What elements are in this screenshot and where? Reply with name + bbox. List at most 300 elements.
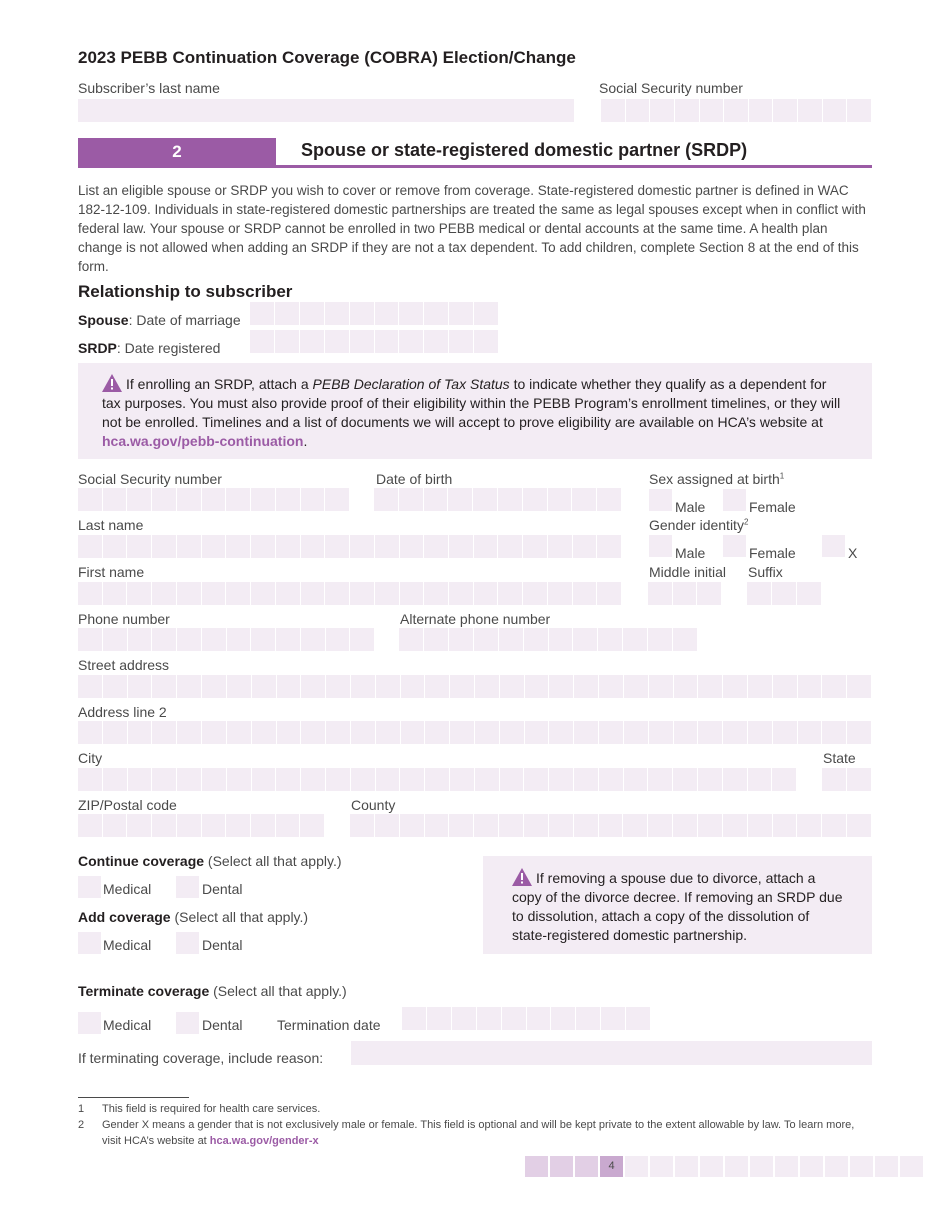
comb-cell[interactable] (177, 675, 201, 698)
comb-cell[interactable] (599, 675, 623, 698)
comb-cell[interactable] (400, 768, 424, 791)
comb-cell[interactable] (177, 628, 201, 651)
comb-cell[interactable] (573, 628, 597, 651)
pebb-continuation-link[interactable]: hca.wa.gov/pebb-continuation (102, 433, 304, 449)
date-of-marriage-input[interactable] (250, 302, 498, 325)
comb-cell[interactable] (226, 814, 250, 837)
comb-cell[interactable] (376, 675, 400, 698)
comb-cell[interactable] (127, 488, 151, 511)
street-address-input[interactable] (78, 675, 871, 698)
first-name-input[interactable] (78, 582, 621, 605)
comb-cell[interactable] (648, 582, 672, 605)
comb-cell[interactable] (599, 814, 623, 837)
page-number-bar (525, 1156, 923, 1177)
comb-cell[interactable] (449, 330, 473, 353)
comb-cell[interactable] (450, 768, 474, 791)
comb-cell[interactable] (674, 675, 698, 698)
dob-input[interactable] (374, 488, 621, 511)
comb-cell[interactable] (375, 535, 399, 558)
comb-cell[interactable] (574, 814, 598, 837)
comb-cell[interactable] (399, 628, 423, 651)
comb-cell[interactable] (252, 721, 276, 744)
comb-cell[interactable] (424, 330, 448, 353)
comb-cell[interactable] (425, 721, 449, 744)
comb-cell[interactable] (401, 675, 425, 698)
comb-cell[interactable] (351, 675, 375, 698)
comb-cell[interactable] (300, 302, 324, 325)
comb-cell[interactable] (350, 302, 374, 325)
comb-cell[interactable] (697, 582, 721, 605)
comb-cell[interactable] (499, 814, 523, 837)
comb-cell[interactable] (624, 768, 648, 791)
comb-cell[interactable] (797, 582, 821, 605)
comb-cell[interactable] (698, 768, 722, 791)
comb-cell[interactable] (202, 488, 226, 511)
comb-cell[interactable] (325, 302, 349, 325)
comb-cell[interactable] (351, 721, 375, 744)
comb-cell[interactable] (202, 721, 226, 744)
comb-cell[interactable] (448, 488, 472, 511)
comb-cell[interactable] (475, 675, 499, 698)
comb-cell[interactable] (474, 330, 498, 353)
comb-cell[interactable] (723, 768, 747, 791)
subscriber-last-name-input[interactable] (78, 99, 574, 122)
comb-cell[interactable] (400, 535, 424, 558)
comb-cell[interactable] (477, 1007, 501, 1030)
comb-cell[interactable] (823, 99, 847, 122)
comb-cell[interactable] (103, 721, 127, 744)
county-input[interactable] (350, 814, 871, 837)
comb-cell[interactable] (649, 721, 673, 744)
comb-cell[interactable] (177, 582, 201, 605)
comb-cell[interactable] (599, 721, 623, 744)
comb-cell[interactable] (449, 302, 473, 325)
comb-cell[interactable] (425, 675, 449, 698)
comb-cell[interactable] (202, 814, 226, 837)
comb-cell[interactable] (748, 721, 772, 744)
comb-cell[interactable] (227, 768, 251, 791)
comb-cell[interactable] (648, 628, 672, 651)
county-label: County (351, 797, 396, 813)
comb-cell[interactable] (597, 582, 621, 605)
comb-cell[interactable] (474, 535, 498, 558)
comb-cell[interactable] (400, 582, 424, 605)
comb-cell[interactable] (847, 721, 871, 744)
comb-cell[interactable] (723, 675, 747, 698)
comb-cell[interactable] (500, 768, 524, 791)
comb-cell[interactable] (623, 814, 647, 837)
comb-cell[interactable] (474, 814, 498, 837)
subscriber-ssn-input[interactable] (601, 99, 871, 122)
comb-cell[interactable] (574, 721, 598, 744)
comb-cell[interactable] (103, 488, 127, 511)
comb-cell[interactable] (202, 628, 226, 651)
comb-cell[interactable] (399, 488, 423, 511)
comb-cell[interactable] (251, 814, 275, 837)
comb-cell[interactable] (301, 768, 325, 791)
comb-cell[interactable] (624, 675, 648, 698)
suffix-input[interactable] (747, 582, 821, 605)
comb-cell[interactable] (549, 814, 573, 837)
comb-cell[interactable] (103, 675, 127, 698)
comb-cell[interactable] (152, 628, 176, 651)
comb-cell[interactable] (325, 488, 349, 511)
comb-cell[interactable] (78, 814, 102, 837)
comb-cell[interactable] (498, 488, 522, 511)
comb-cell[interactable] (103, 582, 127, 605)
comb-cell[interactable] (152, 814, 176, 837)
comb-cell[interactable] (449, 535, 473, 558)
last-name-input[interactable] (78, 535, 621, 558)
comb-cell[interactable] (549, 628, 573, 651)
comb-cell[interactable] (103, 814, 127, 837)
comb-cell[interactable] (376, 768, 400, 791)
comb-cell[interactable] (549, 721, 573, 744)
comb-cell[interactable] (350, 628, 374, 651)
comb-cell[interactable] (527, 1007, 551, 1030)
comb-cell[interactable] (797, 814, 821, 837)
comb-cell[interactable] (152, 721, 176, 744)
comb-cell[interactable] (127, 535, 151, 558)
comb-cell[interactable] (798, 675, 822, 698)
comb-cell[interactable] (326, 628, 350, 651)
comb-cell[interactable] (748, 675, 772, 698)
zip-input[interactable] (78, 814, 324, 837)
comb-cell[interactable] (601, 1007, 625, 1030)
comb-cell[interactable] (350, 814, 374, 837)
comb-cell[interactable] (475, 721, 499, 744)
comb-cell[interactable] (822, 814, 846, 837)
comb-cell[interactable] (648, 768, 672, 791)
comb-cell[interactable] (847, 99, 871, 122)
comb-cell[interactable] (748, 814, 772, 837)
comb-cell[interactable] (474, 302, 498, 325)
comb-cell[interactable] (350, 330, 374, 353)
comb-cell[interactable] (227, 721, 251, 744)
comb-cell[interactable] (524, 814, 548, 837)
sex-male-checkbox[interactable] (649, 489, 672, 511)
comb-cell[interactable] (252, 675, 276, 698)
comb-cell[interactable] (500, 675, 524, 698)
comb-cell[interactable] (474, 582, 498, 605)
comb-cell[interactable] (375, 330, 399, 353)
comb-cell[interactable] (250, 330, 274, 353)
comb-cell[interactable] (597, 535, 621, 558)
comb-cell[interactable] (551, 1007, 575, 1030)
comb-cell[interactable] (424, 488, 448, 511)
comb-cell[interactable] (572, 488, 596, 511)
middle-initial-input[interactable] (648, 582, 721, 605)
comb-cell[interactable] (449, 814, 473, 837)
comb-cell[interactable] (624, 721, 648, 744)
comb-cell[interactable] (177, 768, 201, 791)
comb-cell[interactable] (177, 721, 201, 744)
comb-cell[interactable] (524, 628, 548, 651)
comb-cell[interactable] (177, 535, 201, 558)
comb-cell[interactable] (301, 582, 325, 605)
gender-x-checkbox[interactable] (822, 535, 845, 557)
comb-cell[interactable] (574, 675, 598, 698)
comb-cell[interactable] (128, 675, 152, 698)
comb-cell[interactable] (78, 535, 102, 558)
comb-cell[interactable] (549, 675, 573, 698)
comb-cell[interactable] (152, 582, 176, 605)
comb-cell[interactable] (773, 814, 797, 837)
comb-cell[interactable] (78, 675, 102, 698)
comb-cell[interactable] (822, 721, 846, 744)
comb-cell[interactable] (500, 721, 524, 744)
comb-cell[interactable] (301, 535, 325, 558)
comb-cell[interactable] (325, 535, 349, 558)
comb-cell[interactable] (498, 535, 522, 558)
comb-cell[interactable] (822, 675, 846, 698)
comb-cell[interactable] (673, 582, 697, 605)
comb-cell[interactable] (399, 302, 423, 325)
comb-cell[interactable] (103, 768, 127, 791)
comb-cell[interactable] (103, 535, 127, 558)
comb-cell[interactable] (673, 814, 697, 837)
address-line-2-input[interactable] (78, 721, 871, 744)
add-dental-checkbox[interactable] (176, 932, 199, 954)
comb-cell[interactable] (325, 330, 349, 353)
comb-cell[interactable] (747, 582, 771, 605)
comb-cell[interactable] (375, 582, 399, 605)
comb-cell[interactable] (402, 1007, 426, 1030)
comb-cell[interactable] (276, 768, 300, 791)
comb-cell[interactable] (749, 99, 773, 122)
city-input[interactable] (78, 768, 796, 791)
comb-cell[interactable] (78, 488, 102, 511)
comb-cell[interactable] (502, 1007, 526, 1030)
comb-cell[interactable] (326, 675, 350, 698)
comb-cell[interactable] (276, 814, 300, 837)
comb-cell[interactable] (227, 675, 251, 698)
comb-cell[interactable] (648, 814, 672, 837)
comb-cell[interactable] (375, 302, 399, 325)
comb-cell[interactable] (650, 99, 674, 122)
comb-cell[interactable] (301, 488, 325, 511)
footnote-1 (78, 1101, 873, 1117)
comb-cell[interactable] (424, 302, 448, 325)
comb-cell[interactable] (598, 628, 622, 651)
comb-cell[interactable] (276, 628, 300, 651)
comb-cell[interactable] (152, 768, 176, 791)
comb-cell[interactable] (78, 628, 102, 651)
comb-cell[interactable] (772, 768, 796, 791)
add-medical-checkbox[interactable] (78, 932, 101, 954)
comb-cell[interactable] (177, 488, 201, 511)
comb-cell[interactable] (452, 1007, 476, 1030)
comb-cell[interactable] (276, 488, 300, 511)
comb-cell[interactable] (374, 488, 398, 511)
comb-cell[interactable] (573, 582, 597, 605)
comb-cell[interactable] (226, 582, 250, 605)
comb-cell[interactable] (523, 488, 547, 511)
comb-cell[interactable] (227, 628, 251, 651)
comb-cell[interactable] (450, 675, 474, 698)
comb-cell[interactable] (626, 99, 650, 122)
comb-cell[interactable] (300, 330, 324, 353)
comb-cell[interactable] (326, 721, 350, 744)
comb-cell[interactable] (127, 814, 151, 837)
gender-female-checkbox[interactable] (723, 535, 746, 557)
comb-cell[interactable] (474, 628, 498, 651)
comb-cell[interactable] (275, 330, 299, 353)
comb-cell[interactable] (351, 768, 375, 791)
comb-cell[interactable] (798, 721, 822, 744)
terminate-medical-checkbox[interactable] (78, 1012, 101, 1034)
gender-male-checkbox[interactable] (649, 535, 672, 557)
comb-cell[interactable] (276, 582, 300, 605)
comb-cell[interactable] (425, 768, 449, 791)
comb-cell[interactable] (525, 675, 549, 698)
comb-cell[interactable] (202, 675, 226, 698)
comb-cell[interactable] (449, 628, 473, 651)
comb-cell[interactable] (847, 675, 871, 698)
comb-cell[interactable] (177, 814, 201, 837)
comb-cell[interactable] (475, 768, 499, 791)
comb-cell[interactable] (523, 535, 547, 558)
comb-cell[interactable] (202, 535, 226, 558)
comb-cell[interactable] (202, 768, 226, 791)
comb-cell[interactable] (748, 768, 772, 791)
comb-cell[interactable] (573, 535, 597, 558)
comb-cell[interactable] (350, 535, 374, 558)
comb-cell[interactable] (425, 814, 449, 837)
comb-cell[interactable] (251, 582, 275, 605)
comb-cell[interactable] (773, 675, 797, 698)
comb-cell[interactable] (424, 582, 448, 605)
comb-cell[interactable] (424, 628, 448, 651)
footnote-2-number: 2 (78, 1119, 85, 1131)
comb-cell[interactable] (523, 582, 547, 605)
comb-cell[interactable] (548, 535, 572, 558)
comb-cell[interactable] (424, 535, 448, 558)
comb-cell[interactable] (673, 768, 697, 791)
comb-cell[interactable] (773, 721, 797, 744)
termination-reason-input[interactable] (351, 1041, 872, 1065)
alt-phone-input[interactable] (399, 628, 697, 651)
comb-cell[interactable] (376, 721, 400, 744)
comb-cell[interactable] (251, 535, 275, 558)
comb-cell[interactable] (673, 628, 697, 651)
comb-cell[interactable] (250, 302, 274, 325)
comb-cell[interactable] (400, 814, 424, 837)
ssn-input[interactable] (78, 488, 349, 511)
comb-cell[interactable] (597, 488, 621, 511)
comb-cell[interactable] (251, 628, 275, 651)
comb-cell[interactable] (674, 721, 698, 744)
comb-cell[interactable] (498, 582, 522, 605)
comb-cell[interactable] (576, 1007, 600, 1030)
comb-cell[interactable] (599, 768, 623, 791)
comb-cell[interactable] (626, 1007, 650, 1030)
comb-cell[interactable] (548, 582, 572, 605)
comb-cell[interactable] (649, 675, 673, 698)
comb-cell[interactable] (128, 721, 152, 744)
continue-medical-checkbox[interactable] (78, 876, 101, 898)
comb-cell[interactable] (499, 628, 523, 651)
comb-cell[interactable] (202, 582, 226, 605)
comb-cell[interactable] (700, 99, 724, 122)
continue-dental-checkbox[interactable] (176, 876, 199, 898)
comb-cell[interactable] (78, 768, 102, 791)
comb-cell[interactable] (698, 814, 722, 837)
gender-x-link[interactable]: hca.wa.gov/gender-x (209, 1135, 319, 1147)
comb-cell[interactable] (277, 675, 301, 698)
comb-cell[interactable] (128, 768, 152, 791)
comb-cell[interactable] (78, 582, 102, 605)
comb-cell[interactable] (601, 99, 625, 122)
comb-cell[interactable] (301, 628, 325, 651)
comb-cell[interactable] (773, 99, 797, 122)
comb-cell[interactable] (375, 814, 399, 837)
comb-cell[interactable] (152, 488, 176, 511)
terminate-coverage-label (78, 983, 347, 999)
comb-cell[interactable] (275, 302, 299, 325)
comb-cell[interactable] (772, 582, 796, 605)
comb-cell[interactable] (847, 768, 871, 791)
comb-cell[interactable] (549, 768, 573, 791)
comb-cell[interactable] (574, 768, 598, 791)
comb-cell[interactable] (723, 814, 747, 837)
comb-cell[interactable] (128, 628, 152, 651)
comb-cell[interactable] (226, 535, 250, 558)
comb-cell[interactable] (252, 768, 276, 791)
comb-cell[interactable] (449, 582, 473, 605)
comb-cell[interactable] (350, 582, 374, 605)
comb-cell[interactable] (427, 1007, 451, 1030)
sex-female-checkbox[interactable] (723, 489, 746, 511)
comb-cell[interactable] (152, 675, 176, 698)
phone-input[interactable] (78, 628, 374, 651)
comb-cell[interactable] (822, 768, 846, 791)
comb-cell[interactable] (450, 721, 474, 744)
comb-cell[interactable] (401, 721, 425, 744)
state-input[interactable] (822, 768, 871, 791)
comb-cell[interactable] (698, 721, 722, 744)
comb-cell[interactable] (127, 582, 151, 605)
comb-cell[interactable] (251, 488, 275, 511)
comb-cell[interactable] (78, 721, 102, 744)
comb-cell[interactable] (301, 675, 325, 698)
comb-cell[interactable] (723, 721, 747, 744)
comb-cell[interactable] (325, 582, 349, 605)
comb-cell[interactable] (623, 628, 647, 651)
comb-cell[interactable] (798, 99, 822, 122)
termination-date-input[interactable] (402, 1007, 650, 1030)
comb-cell[interactable] (226, 488, 250, 511)
comb-cell[interactable] (399, 330, 423, 353)
comb-cell[interactable] (301, 721, 325, 744)
comb-cell[interactable] (724, 99, 748, 122)
comb-cell[interactable] (524, 768, 548, 791)
comb-cell[interactable] (675, 99, 699, 122)
comb-cell[interactable] (276, 535, 300, 558)
comb-cell[interactable] (103, 628, 127, 651)
terminate-dental-checkbox[interactable] (176, 1012, 199, 1034)
date-registered-input[interactable] (250, 330, 498, 353)
comb-cell[interactable] (525, 721, 549, 744)
comb-cell[interactable] (277, 721, 301, 744)
comb-cell[interactable] (847, 814, 871, 837)
comb-cell[interactable] (326, 768, 350, 791)
comb-cell[interactable] (548, 488, 572, 511)
comb-cell[interactable] (698, 675, 722, 698)
comb-cell[interactable] (152, 535, 176, 558)
comb-cell[interactable] (473, 488, 497, 511)
comb-cell[interactable] (300, 814, 324, 837)
